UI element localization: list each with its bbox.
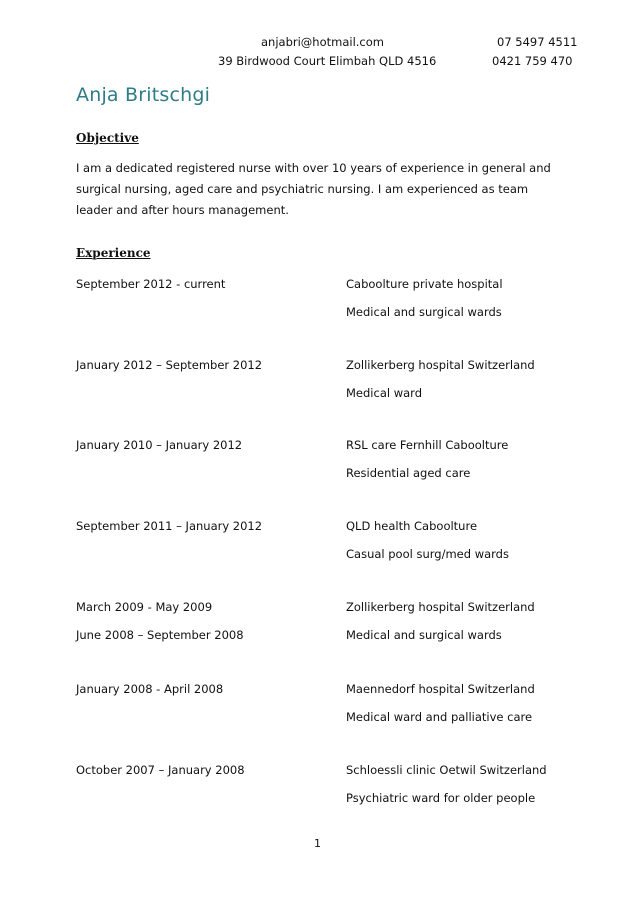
experience-heading: Experience [76, 246, 151, 260]
entry-date: September 2011 – January 2012 [76, 519, 263, 533]
entry-date: January 2012 – September 2012 [76, 358, 263, 372]
entry-detail: Medical ward [346, 386, 422, 400]
entry-detail: Psychiatric ward for older people [346, 791, 536, 805]
entry-date: March 2009 - May 2009 [76, 600, 213, 614]
objective-heading: Objective [76, 131, 139, 145]
entry-detail: Casual pool surg/med wards [346, 547, 509, 561]
entry-detail: Medical and surgical wards [346, 628, 502, 642]
phone-mobile: 0421 759 470 [492, 54, 573, 68]
entry-date: October 2007 – January 2008 [76, 763, 245, 777]
email: anjabri@hotmail.com [261, 35, 384, 49]
entry-date: January 2010 – January 2012 [76, 438, 243, 452]
objective-text: I am a dedicated registered nurse with over 10 years of experience in general and surgical nursing, aged care and psychiatric nursing. I am experienced as team leader and after hours management. [76, 161, 551, 217]
entry-date-secondary: June 2008 – September 2008 [76, 628, 244, 642]
entry-detail: Medical ward and palliative care [346, 710, 533, 724]
entry-date: January 2008 - April 2008 [76, 682, 224, 696]
entry-employer: Schloessli clinic Oetwil Switzerland [346, 763, 547, 777]
address: 39 Birdwood Court Elimbah QLD 4516 [218, 54, 437, 68]
phone-landline: 07 5497 4511 [497, 35, 578, 49]
entry-employer: Zollikerberg hospital Switzerland [346, 600, 535, 614]
entry-detail: Residential aged care [346, 466, 471, 480]
entry-employer: Maennedorf hospital Switzerland [346, 682, 535, 696]
entry-employer: Zollikerberg hospital Switzerland [346, 358, 535, 372]
entry-employer: Caboolture private hospital [346, 277, 503, 291]
entry-employer: RSL care Fernhill Caboolture [346, 438, 509, 452]
entry-date: September 2012 - current [76, 277, 226, 291]
candidate-name: Anja Britschgi [76, 84, 211, 106]
entry-detail: Medical and surgical wards [346, 305, 502, 319]
page-number: 1 [314, 837, 321, 850]
entry-employer: QLD health Caboolture [346, 519, 478, 533]
